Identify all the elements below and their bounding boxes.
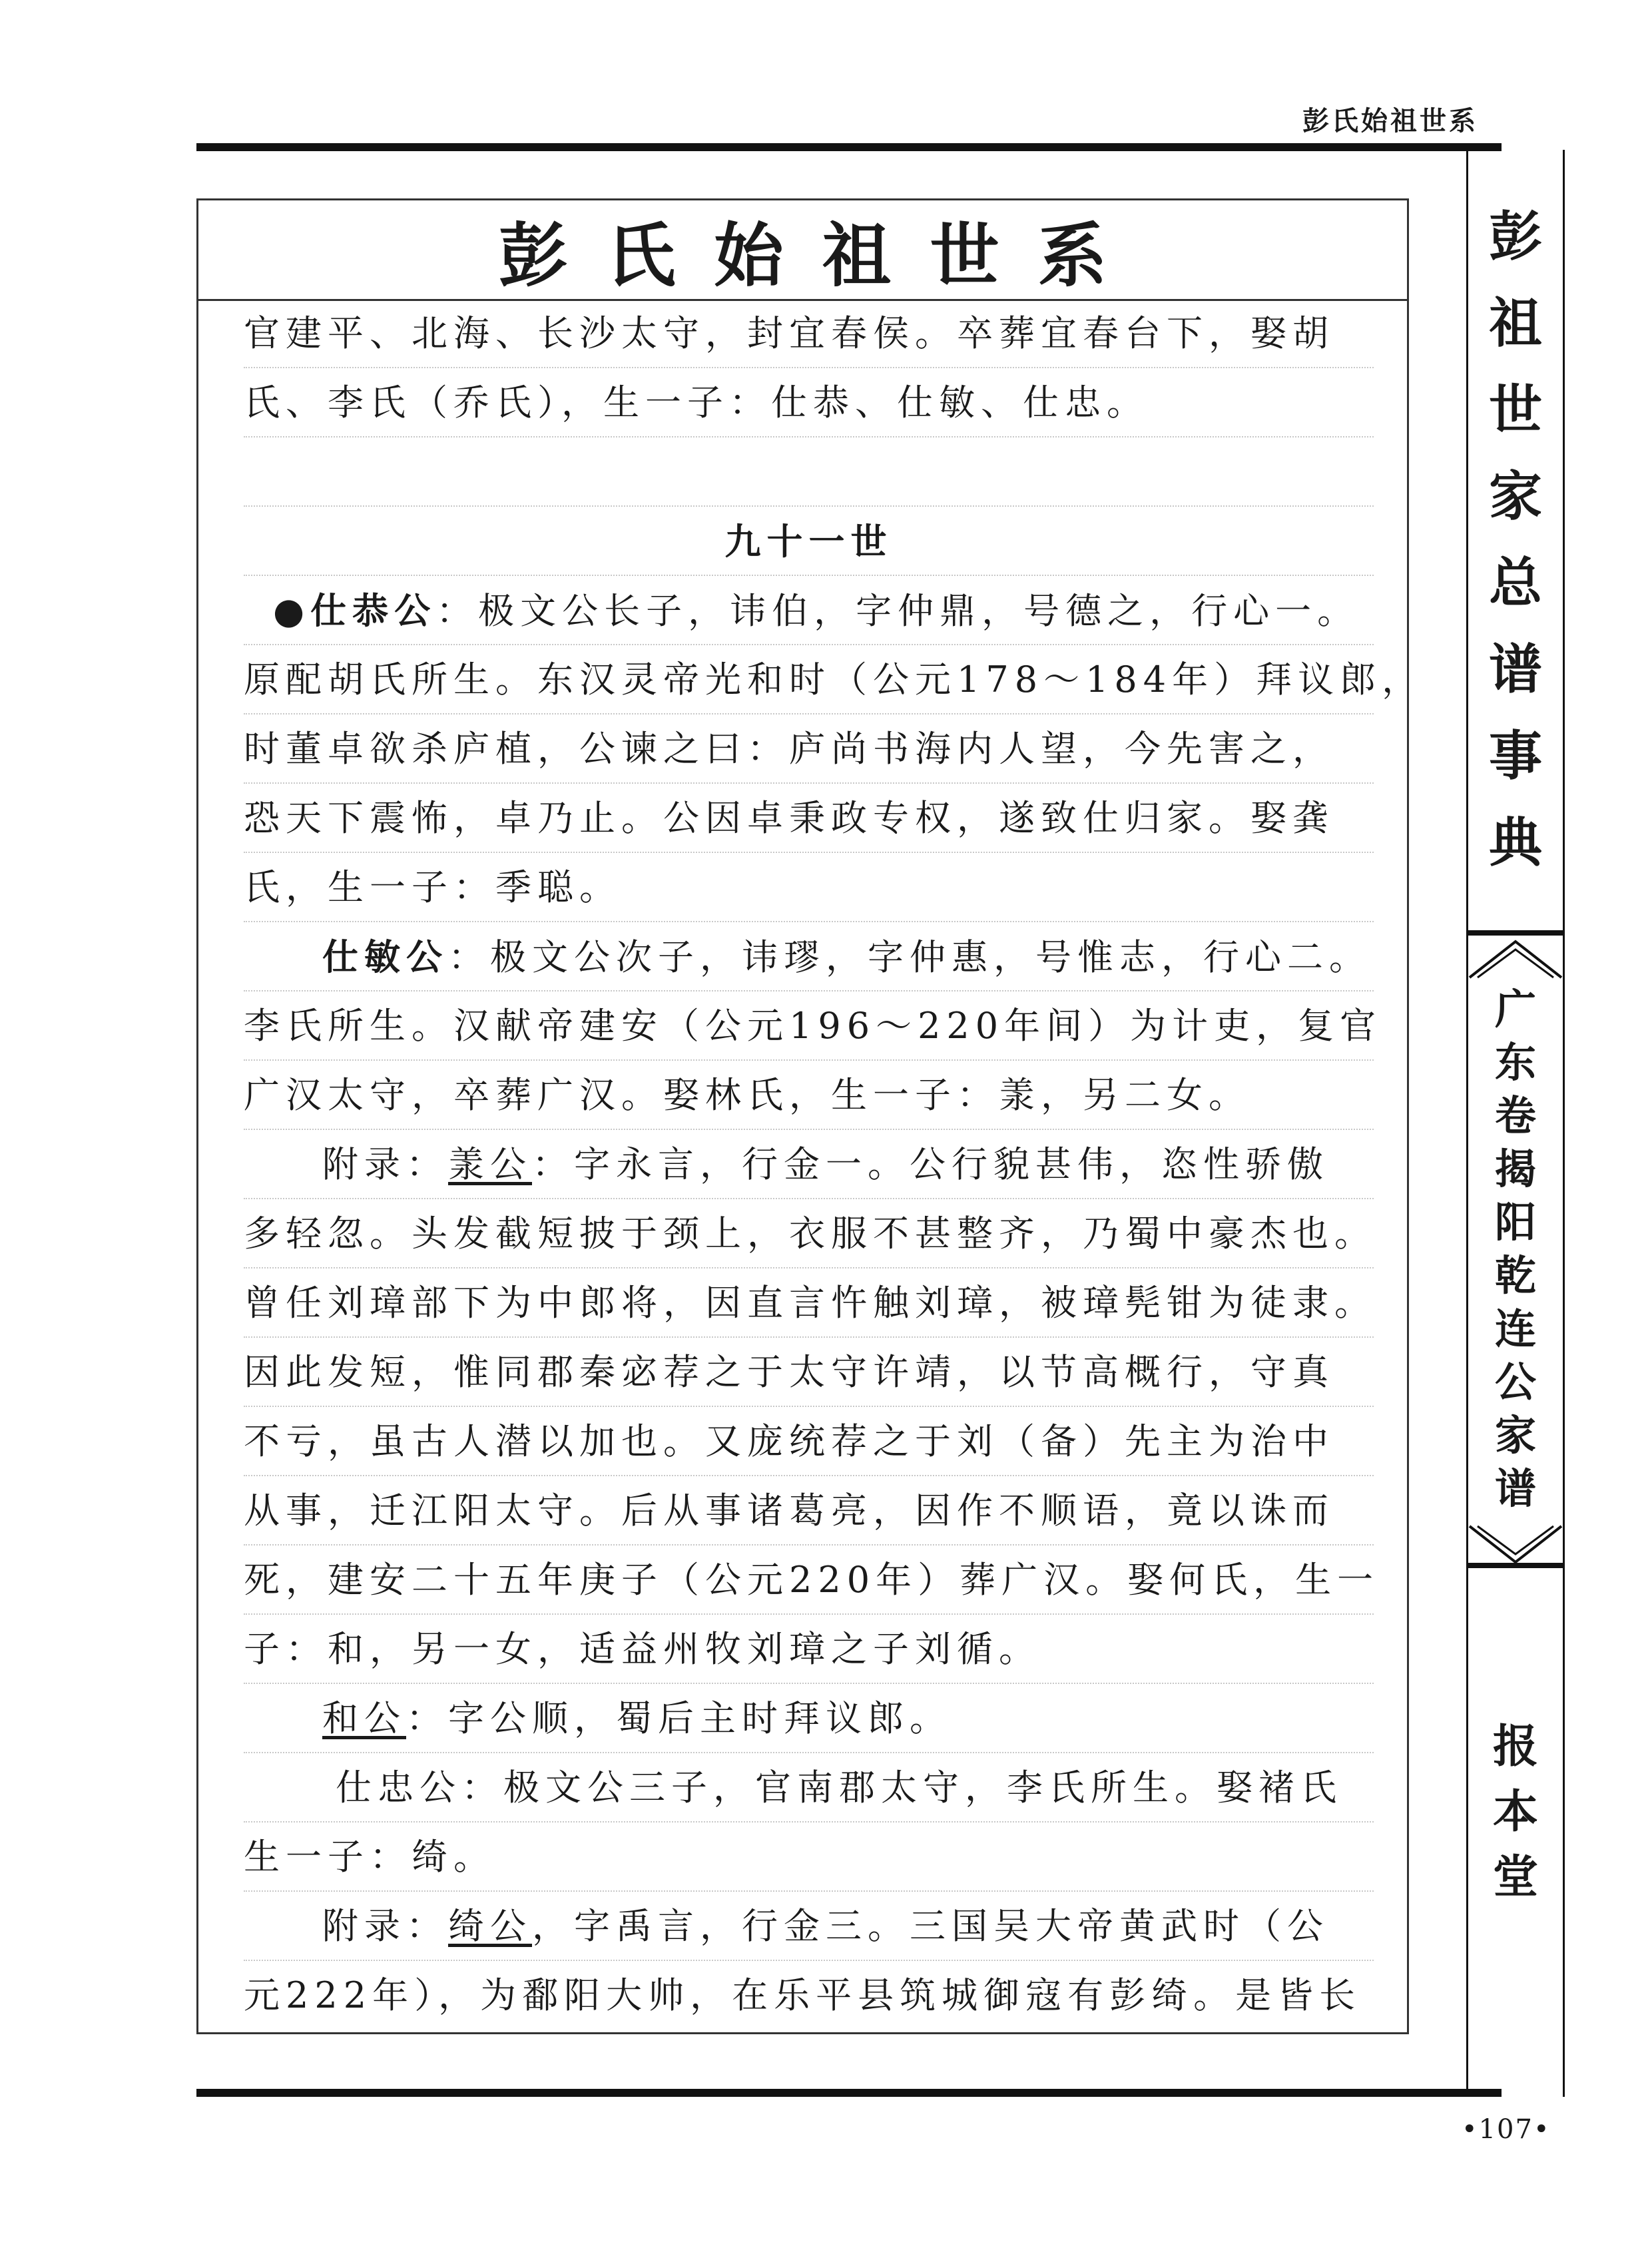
side-title-char: 彭 (1489, 206, 1542, 268)
chevron-top-ornament (1468, 939, 1563, 979)
text-line: 不亏，虽古人潜以加也。又庞统荐之于刘（备）先主为治中 (244, 1407, 1374, 1476)
text-line: 元222年），为鄱阳大帅，在乐平县筑城御寇有彭绮。是皆长 (244, 1974, 1362, 2016)
entry-appendix-line (244, 1892, 1374, 1961)
appendix-prefix: 附录： (322, 1143, 448, 1185)
generation-heading: 九十一世 (244, 507, 1374, 576)
text-line: 官建平、北海、长沙太守，封宜春侯。卒葬宜春台下，娶胡 (244, 299, 1374, 368)
entry-shizhong-line: 仕忠公：极文公三子，官南郡太守，李氏所生。娶褚氏 (244, 1753, 1374, 1822)
text-line: 氏、李氏（乔氏），生一子：仕恭、仕敏、仕忠。 (244, 368, 1374, 437)
text-line: 生一子：绮。 (244, 1822, 1374, 1892)
side-volume-char: 连 (1494, 1304, 1536, 1353)
side-title-column (1466, 150, 1565, 936)
entry-hegong-line (244, 1684, 1374, 1753)
side-hall-char: 本 (1492, 1786, 1538, 1838)
side-hall-column (1466, 1568, 1565, 2097)
text-line: 原配胡氏所生。东汉灵帝光和时（公元178～184年）拜议郎， (244, 645, 1374, 714)
text-body (198, 299, 1424, 2032)
side-title-char: 家 (1489, 465, 1542, 527)
text-line: 曾任刘璋部下为中郎将，因直言忤触刘璋，被璋髡钳为徒隶。 (244, 1268, 1374, 1338)
side-title-char: 典 (1489, 812, 1542, 874)
text-line: 子：和，另一女，适益州牧刘璋之子刘循。 (244, 1615, 1374, 1684)
entry-appendix-line (244, 1130, 1374, 1199)
text-line: 死，建安二十五年庚子（公元220年）葬广汉。娶何氏，生一 (244, 1545, 1374, 1615)
side-title-char: 事 (1489, 725, 1542, 787)
page-title: 彭氏始祖世系 (498, 214, 1146, 296)
text-line: 多轻忽。头发截短披于颈上，衣服不甚整齐，乃蜀中豪杰也。 (244, 1199, 1374, 1268)
entry-shigong-line (244, 576, 1374, 645)
side-volume-char: 阳 (1494, 1198, 1536, 1247)
side-title-char: 世 (1489, 379, 1542, 441)
entry-name: 和公 (322, 1697, 406, 1739)
side-title-char: 总 (1489, 552, 1542, 614)
side-volume-char: 卷 (1494, 1091, 1536, 1140)
top-rule (196, 143, 1502, 151)
title-box (198, 200, 1407, 301)
appendix-prefix: 附录： (322, 1905, 448, 1947)
side-volume-column (1466, 936, 1565, 1568)
side-volume-char: 广 (1494, 985, 1536, 1033)
bottom-rule (196, 2089, 1502, 2097)
side-title-char: 谱 (1489, 639, 1542, 701)
entry-name: 羕公 (448, 1143, 532, 1185)
side-volume-char: 揭 (1494, 1145, 1536, 1193)
text-line: 恐天下震怖，卓乃止。公因卓秉政专权，遂致仕归家。娶龚 (244, 784, 1374, 853)
main-text-frame (196, 198, 1424, 2034)
entry-text: ：极文公次子，讳璆，字仲惠，号惟志，行心二。 (448, 936, 1371, 978)
text-line: 氏，生一子：季聪。 (244, 853, 1374, 922)
bullet-icon: ● (273, 590, 311, 632)
side-volume-char: 家 (1494, 1411, 1536, 1460)
chevron-bottom-ornament (1468, 1525, 1563, 1565)
running-head: 彭氏始祖世系 (1302, 106, 1478, 137)
entry-name: 绮公 (448, 1905, 532, 1947)
text-line: 广汉太守，卒葬广汉。娶林氏，生一子：羕，另二女。 (244, 1061, 1374, 1130)
entry-text: ：极文公长子，讳伯，字仲鼎，号德之，行心一。 (436, 590, 1360, 632)
text-line: 从事，迁江阳太守。后从事诸葛亮，因作不顺语，竟以诛而 (244, 1476, 1374, 1545)
side-hall-char: 报 (1492, 1721, 1538, 1773)
side-title-char: 祖 (1489, 292, 1542, 354)
side-hall-char: 堂 (1492, 1851, 1538, 1904)
entry-text: ：字公顺，蜀后主时拜议郎。 (406, 1697, 952, 1739)
side-volume-char: 公 (1494, 1358, 1536, 1406)
page-number: •107• (1462, 2114, 1551, 2145)
entry-shimin-line (244, 922, 1374, 991)
entry-name: 仕恭公 (310, 589, 437, 632)
entry-text: ：字永言，行金一。公行貌甚伟，恣性骄傲 (532, 1143, 1329, 1185)
side-volume-char: 东 (1494, 1038, 1536, 1087)
entry-name: 仕敏公 (322, 936, 448, 978)
side-volume-char: 乾 (1494, 1251, 1536, 1300)
text-line: 时董卓欲杀庐植，公谏之曰：庐尚书海内人望，今先害之， (244, 714, 1374, 784)
text-line: 因此发短，惟同郡秦宓荐之于太守许靖，以节高概行，守真 (244, 1338, 1374, 1407)
text-line: 李氏所生。汉献帝建安（公元196～220年间）为计吏，复官 (244, 991, 1374, 1061)
blank-line (244, 437, 1374, 507)
side-volume-char: 谱 (1494, 1464, 1536, 1513)
entry-text: ，字禹言，行金三。三国吴大帝黄武时（公 (532, 1905, 1329, 1947)
